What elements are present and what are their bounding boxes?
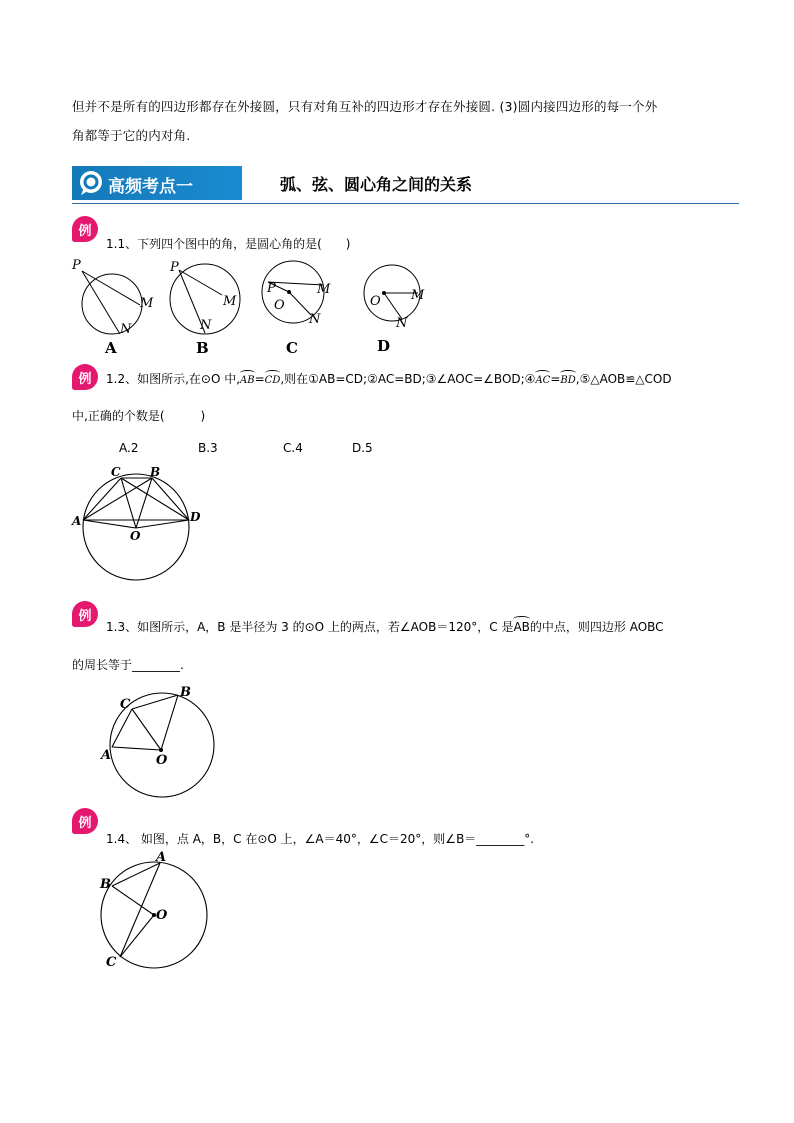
q2-text-line2: 中,正确的个数是( ) bbox=[72, 409, 206, 423]
q2-label-a: A bbox=[72, 514, 82, 528]
q3-label-c: C bbox=[120, 697, 131, 712]
q3-label-a: A bbox=[101, 748, 112, 763]
q2-figure bbox=[66, 462, 216, 582]
q1-option-b: B bbox=[196, 339, 209, 357]
q1c-label-p: P bbox=[267, 281, 276, 296]
example-badge: 例 bbox=[72, 216, 98, 242]
example-badge: 例 bbox=[72, 808, 98, 834]
section-title: 弧、弦、圆心角之间的关系 bbox=[280, 175, 473, 194]
intro-line-1: 但并不是所有的四边形都存在外接圆，只有对角互补的四边形才存在外接圆. (3)圆内接四边形的每一个外 bbox=[72, 99, 658, 114]
section-tag: 高频考点一 bbox=[108, 177, 193, 197]
q1-option-a: A bbox=[105, 339, 117, 357]
q1b-label-p: P bbox=[170, 260, 179, 275]
q3-text-line2: 的周长等于________. bbox=[72, 658, 184, 672]
q2-text-line1: 1.2、如图所示,在⊙O 中,AB=CD,则在①AB=CD;②AC=BD;③∠AOC=∠BOD;④AC=BD,⑤△AOB≌△COD bbox=[106, 371, 672, 389]
q1-text: 1.1、下列四个图中的角，是圆心角的是( ) bbox=[106, 237, 351, 251]
q2-label-b: B bbox=[150, 465, 161, 479]
q1-option-d: D bbox=[377, 337, 391, 355]
section-tag-bar bbox=[72, 166, 242, 200]
q3-text-line1: 1.3、如图所示，A，B 是半径为 3 的⊙O 上的两点，若∠AOB＝120°，C 是AB的中点，则四边形 AOBC bbox=[106, 620, 664, 634]
q4-label-o: O bbox=[156, 908, 168, 923]
q2-option-c: C.4 bbox=[283, 441, 303, 455]
q1a-label-n: N bbox=[120, 322, 132, 337]
q4-label-b: B bbox=[100, 877, 111, 892]
q3-figure bbox=[96, 682, 226, 804]
example-badge: 例 bbox=[72, 364, 98, 390]
q1-circle-a bbox=[82, 274, 142, 334]
q1d-label-n: N bbox=[396, 316, 408, 331]
q1d-label-o: O bbox=[370, 294, 381, 309]
q1b-label-n: N bbox=[200, 318, 212, 333]
q4-label-a: A bbox=[156, 850, 167, 865]
q1a-label-m: M bbox=[140, 296, 154, 311]
q1c-label-n: N bbox=[309, 312, 321, 327]
example-badge: 例 bbox=[72, 601, 98, 627]
q1a-label-p: P bbox=[72, 258, 81, 273]
q2-option-d: D.5 bbox=[352, 441, 373, 455]
q1c-label-o: O bbox=[274, 298, 285, 313]
speech-bubble-icon bbox=[78, 170, 104, 196]
q1d-label-m: M bbox=[411, 288, 425, 303]
q1-figures bbox=[66, 255, 446, 360]
q2-label-d: D bbox=[190, 510, 201, 524]
q2-label-o: O bbox=[130, 529, 141, 543]
q4-figure bbox=[92, 848, 222, 972]
q3-label-b: B bbox=[180, 685, 191, 700]
q4-label-c: C bbox=[106, 955, 117, 970]
q2-option-b: B.3 bbox=[198, 441, 218, 455]
q3-label-o: O bbox=[156, 753, 168, 768]
q2-option-a: A.2 bbox=[119, 441, 139, 455]
q1b-label-m: M bbox=[223, 294, 237, 309]
section-divider bbox=[72, 203, 739, 204]
q4-text: 1.4、 如图，点 A，B，C 在⊙O 上，∠A＝40°，∠C＝20°，则∠B＝________°. bbox=[106, 832, 535, 846]
q1-option-c: C bbox=[286, 339, 298, 357]
intro-line-2: 角都等于它的内对角. bbox=[72, 128, 191, 143]
q2-label-c: C bbox=[111, 465, 121, 479]
q1c-label-m: M bbox=[317, 282, 331, 297]
